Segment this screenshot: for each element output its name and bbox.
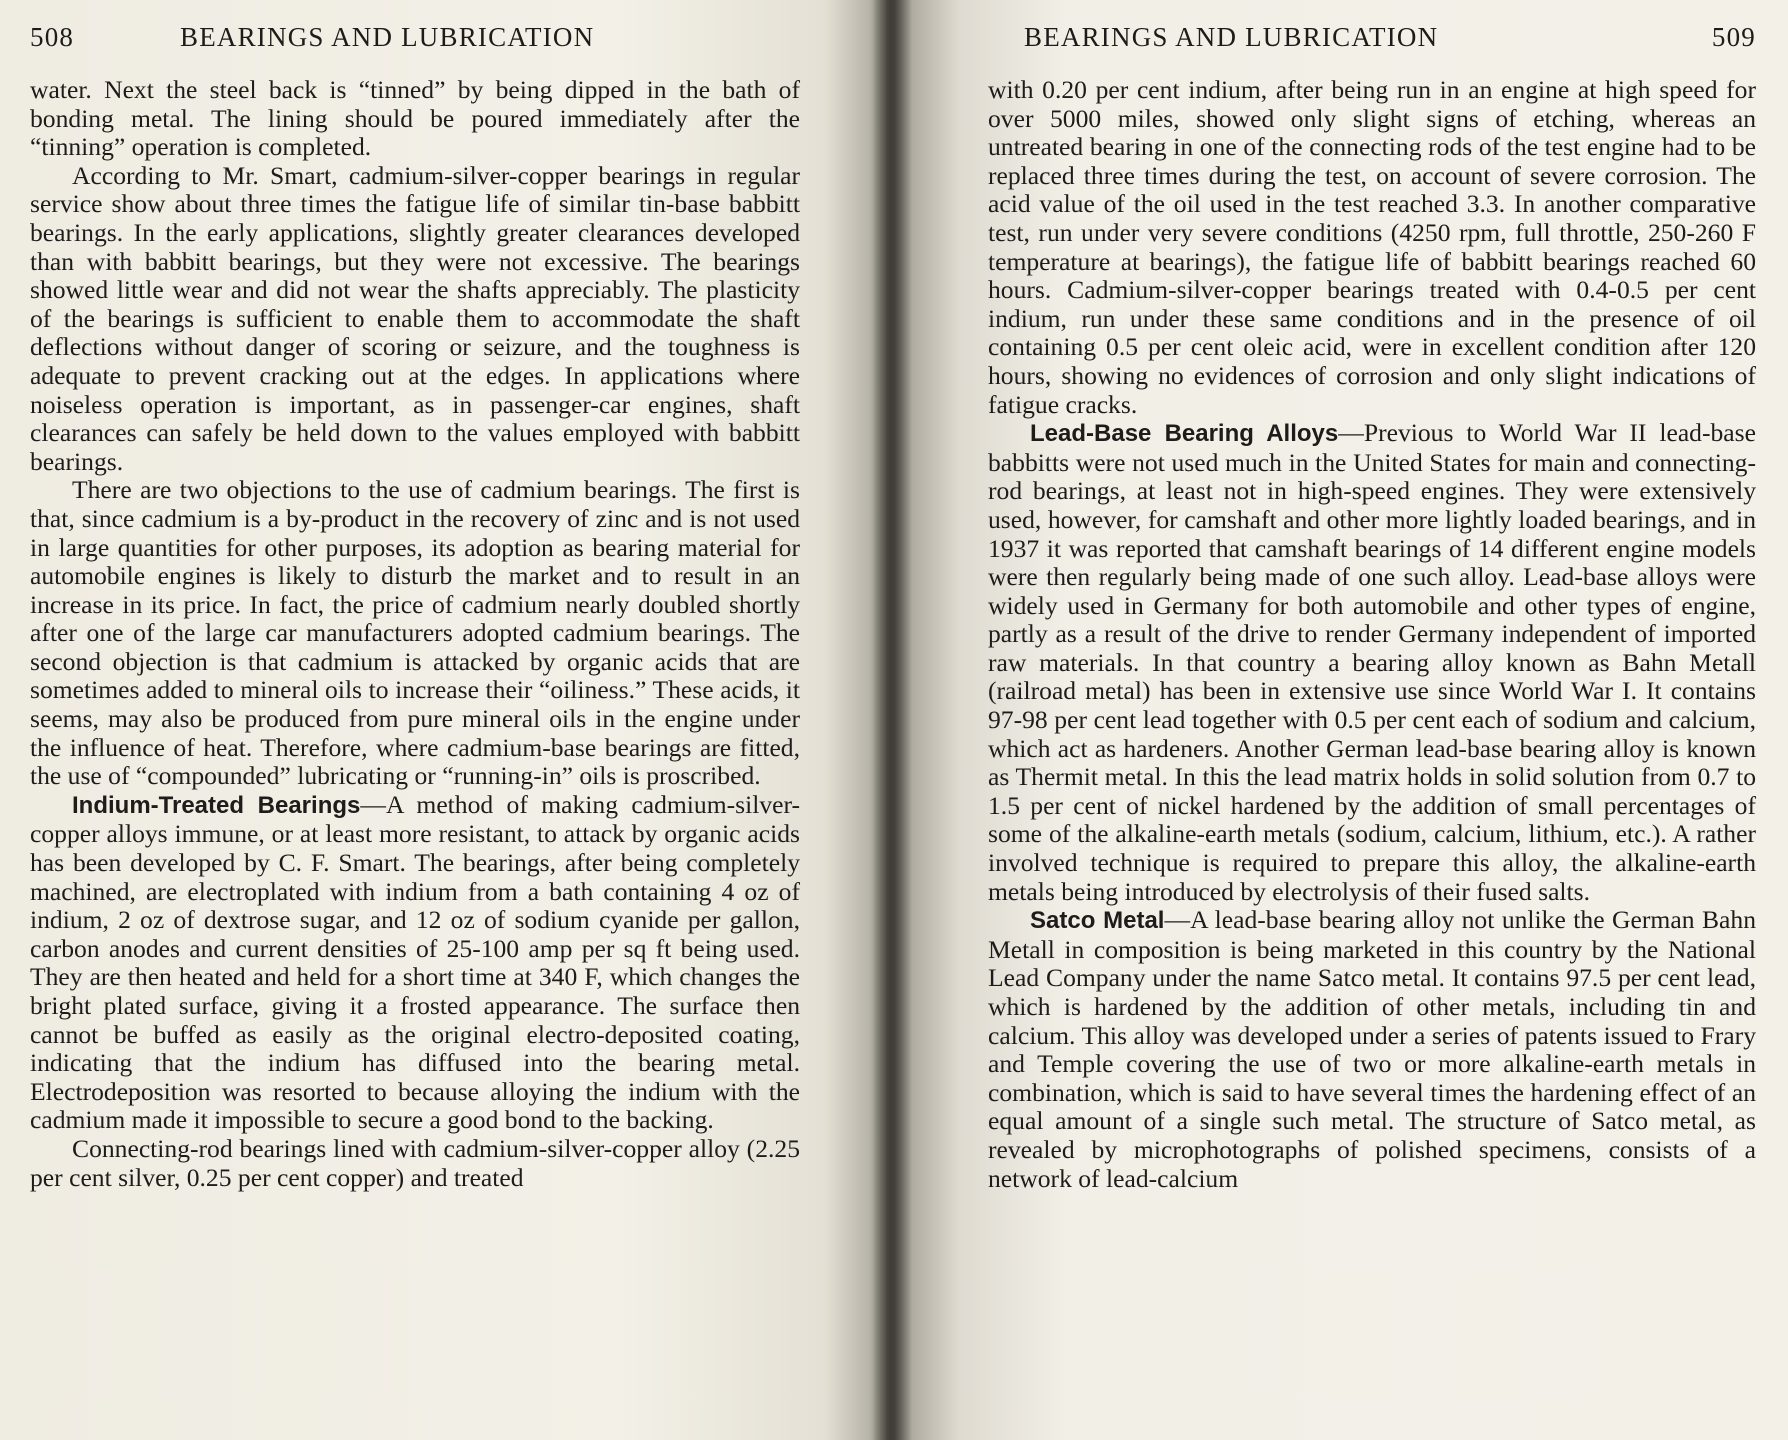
section-heading-indium-treated-bearings: Indium-Treated Bearings [72, 791, 361, 819]
paragraph-text: —Previous to World War II lead-base babbitts were not used much in the United States for main and connecting-rod bearings, at least not in high-speed engines. They were extensively used, however, for camshaft and other more lightly loaded bearings, and in 1937 it was reported that camshaft bearings of 14 different engine models were then regularly being made of one such alloy. Lead-base alloys were widely used in Germany for both automobile and other types of engine, partly as a result of the drive to render Germany independent of imported raw materials. In that country a bearing alloy known as Bahn Metall (railroad metal) has been in extensive use since World War I. It contains 97-98 per cent lead together with 0.5 per cent each of sodium and calcium, which act as hardeners. Another German lead-base bearing alloy is known as Thermit metal. In this the lead matrix holds in solid solution from 0.7 to 1.5 per cent of nickel hardened by the addition of small percentages of some of the alkaline-earth metals (sodium, calcium, lithium, etc.). A rather involved technique is required to prepare this alloy, the alkaline-earth metals being introduced by electrolysis of their fused salts. [988, 418, 1756, 906]
paragraph-text: —A method of making cadmium-silver-copper alloys immune, or at least more resistant, to attack by organic acids has been developed by C. F. Smart. The bearings, after being completely machined, are electroplated with indium from a bath containing 4 oz of indium, 2 oz of dextrose sugar, and 12 oz of sodium cyanide per gallon, carbon anodes and current densities of 25-100 amp per sq ft being used. They are then heated and held for a short time at 340 F, which changes the bright plated surface, giving it a frosted appearance. The surface then cannot be buffed as easily as the original electro-deposited coating, indicating that the indium has diffused into the bearing metal. Electrodeposition was resorted to because alloying the indium with the cadmium made it impossible to secure a good bond to the backing. [30, 789, 801, 1135]
paragraph [30, 791, 800, 1135]
right-running-head [988, 22, 1756, 66]
right-page-body [988, 76, 1756, 1193]
paragraph [30, 1135, 800, 1192]
paragraph-text: According to Mr. Smart, cadmium-silver-copper bearings in regular service show about three times the fatigue life of similar tin-base babbitt bearings. In the early applications, slightly greater clearances developed than with babbitt bearings, but they were not excessive. The bearings showed little wear and did not wear the shafts appreciably. The plasticity of the bearings is sufficient to enable them to accommodate the shaft deflections without danger of scoring or seizure, and the toughness is adequate to prevent cracking out at the edges. In applications where noiseless operation is important, as in passenger-car engines, shaft clearances can safely be held down to the values employed with babbitt bearings. [30, 160, 800, 476]
left-page [0, 0, 886, 1440]
paragraph-text: There are two objections to the use of cadmium bearings. The first is that, since cadmium is a by-product in the recovery of zinc and is not used in large quantities for other purposes, its adoption as bearing material for automobile engines is likely to disturb the market and to result in an increase in its price. In fact, the price of cadmium nearly doubled shortly after one of the large car manufacturers adopted cadmium bearings. The second objection is that cadmium is attacked by organic acids that are sometimes added to mineral oils to increase their “oiliness.” These acids, it seems, may also be produced from pure mineral oils in the engine under the influence of heat. Therefore, where cadmium-base bearings are fitted, the use of “compounded” lubricating or “running-in” oils is proscribed. [30, 475, 800, 791]
paragraph [988, 906, 1756, 1193]
left-page-body [30, 76, 800, 1192]
paragraph [30, 76, 800, 162]
page-number-left: 508 [30, 22, 75, 52]
paragraph-text: Connecting-rod bearings lined with cadmium-silver-copper alloy (2.25 per cent silver, 0.25 per cent copper) and treated [30, 1133, 800, 1192]
running-head-title-left: BEARINGS AND LUBRICATION [180, 22, 595, 52]
page-number-right: 509 [1711, 22, 1756, 52]
left-running-head [30, 22, 800, 66]
section-heading-lead-base-bearing-alloys: Lead-Base Bearing Alloys [1030, 420, 1339, 448]
right-page [886, 0, 1788, 1440]
running-head-title-right: BEARINGS AND LUBRICATION [1024, 22, 1439, 52]
paragraph [30, 476, 800, 791]
paragraph [988, 419, 1756, 906]
paragraph-text: with 0.20 per cent indium, after being run in an engine at high speed for over 5000 miles, showed only slight signs of etching, whereas an untreated bearing in one of the connecting rods of the test engine had to be replaced three times during the test, on account of severe corrosion. The acid value of the oil used in the test reached 3.3. In another comparative test, run under very severe conditions (4250 rpm, full throttle, 250-260 F temperature at bearings), the fatigue life of babbitt bearings reached 60 hours. Cadmium-silver-copper bearings treated with 0.4-0.5 per cent indium, run under these same conditions and in the presence of oil containing 0.5 per cent oleic acid, were in excellent condition after 120 hours, showing no evidences of corrosion and only slight indications of fatigue cracks. [988, 75, 1756, 419]
section-heading-satco-metal: Satco Metal [1030, 907, 1165, 935]
paragraph [30, 162, 800, 477]
paragraph [988, 76, 1756, 419]
paragraph-text: water. Next the steel back is “tinned” by being dipped in the bath of bonding metal. The lining should be poured immediately after the “tinning” operation is completed. [30, 75, 800, 162]
paragraph-text: —A lead-base bearing alloy not unlike the German Bahn Metall in composition is being marketed in this country by the National Lead Company under the name Satco metal. It contains 97.5 per cent lead, which is hardened by the addition of other metals, including tin and calcium. This alloy was developed under a series of patents issued to Frary and Temple covering the use of two or more alkaline-earth metals in combination, which is said to have several times the hardening effect of an equal amount of a single such metal. The structure of Satco metal, as revealed by microphotographs of polished specimens, consists of a network of lead-calcium [988, 905, 1756, 1193]
